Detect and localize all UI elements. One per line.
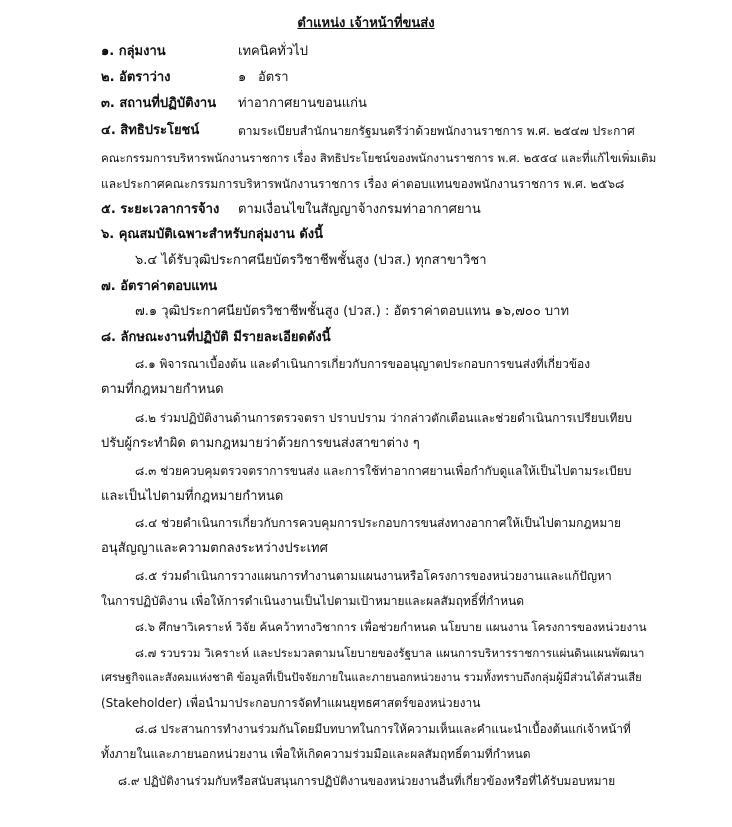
section-6-item: ๖.๔ ได้รับวุฒิประกาศนียบัตรวิชาชีพชั้นสูง (ปวส.) ทุกสาขาวิชา (135, 253, 487, 268)
section-6-label: ๖. คุณสมบัติเฉพาะสำหรับกลุ่มงาน ดังนี้ (101, 227, 324, 242)
item-8-2-line-1: ๘.๒ ร่วมปฏิบัติงานด้านการตรวจตรา ปราบปราม ว่ากล่าวตักเตือนและช่วยดำเนินการเปรียบเทียบ (135, 411, 633, 425)
item-8-2-line-2: ปรับผู้กระทำผิด ตามกฎหมายว่าด้วยการขนส่งสาขาต่าง ๆ (101, 436, 420, 451)
item-8-8-line-1: ๘.๘ ประสานการทำงานร่วมกันโดยมีบทบาทในการให้ความเห็นและคำแนะนำเบื้องต้นแก่เจ้าหน้าที่ (135, 722, 631, 736)
section-2-unit: อัตรา (258, 70, 289, 85)
section-2-number: ๑ (238, 70, 247, 85)
section-4-label: ๔. สิทธิประโยชน์ (101, 123, 200, 138)
item-8-4-line-2: อนุสัญญาและความตกลงระหว่างประเทศ (101, 541, 328, 556)
section-7-item: ๗.๑ วุฒิประกาศนียบัตรวิชาชีพชั้นสูง (ปวส.) : อัตราค่าตอบแทน ๑๖,๗๐๐ บาท (135, 304, 570, 319)
section-1-label: ๑. กลุ่มงาน (101, 44, 166, 59)
section-7-label: ๗. อัตราค่าตอบแทน (101, 279, 218, 294)
item-8-3-line-2: และเป็นไปตามที่กฎหมายกำหนด (101, 489, 284, 504)
item-8-3-line-1: ๘.๓ ช่วยควบคุมตรวจตราการขนส่ง และการใช้ท่าอากาศยานเพื่อกำกับดูแลให้เป็นไปตามระเบียบ (135, 464, 632, 478)
section-4-line-1: ตามระเบียบสำนักนายกรัฐมนตรีว่าด้วยพนักงานราชการ พ.ศ. ๒๕๔๗ ประกาศ (238, 124, 635, 138)
section-2-label: ๒. อัตราว่าง (101, 70, 171, 85)
section-3-value: ท่าอากาศยานขอนแก่น (238, 96, 367, 111)
section-4-line-2: คณะกรรมการบริหารพนักงานราชการ เรื่อง สิทธิประโยชน์ของพนักงานราชการ พ.ศ. ๒๕๕๔ และที่แก้ไขเพิ่มเติม (101, 151, 657, 165)
item-8-7-line-2: เศรษฐกิจและสังคมแห่งชาติ ข้อมูลที่เป็นปัจจัยภายในและภายนอกหน่วยงาน รวมทั้งทราบถึงกลุ่มผู้มีส่วนได้ส่วนเสีย (101, 671, 642, 684)
item-8-7-line-1: ๘.๗ รวบรวม วิเคราะห์ และประมวลตามนโยบายของรัฐบาล แผนการบริหารราชการแผ่นดินแผนพัฒนา (135, 646, 645, 660)
item-8-5-line-2: ในการปฏิบัติงาน เพื่อให้การดำเนินงานเป็นไปตามเป้าหมายและผลสัมฤทธิ์ที่กำหนด (101, 594, 525, 608)
section-3-label: ๓. สถานที่ปฏิบัติงาน (101, 96, 217, 111)
item-8-8-line-2: ทั้งภายในและภายนอกหน่วยงาน เพื่อให้เกิดความร่วมมือและผลสัมฤทธิ์ตามที่กำหนด (101, 747, 531, 761)
item-8-5-line-1: ๘.๕ ร่วมดำเนินการวางแผนการทำงานตามแผนงานหรือโครงการของหน่วยงานและแก้ปัญหา (135, 569, 612, 583)
section-5-value: ตามเงื่อนไขในสัญญาจ้างกรมท่าอากาศยาน (238, 202, 481, 217)
section-8-label: ๘. ลักษณะงานที่ปฏิบัติ มีรายละเอียดดังนี้ (101, 330, 331, 345)
item-8-1-line-2: ตามที่กฎหมายกำหนด (101, 382, 224, 397)
item-8-1-line-1: ๘.๑ พิจารณาเบื้องต้น และดำเนินการเกี่ยวกับการขออนุญาตประกอบการขนส่งที่เกี่ยวข้อง (135, 357, 591, 371)
item-8-7-line-3: (Stakeholder) เพื่อนำมาประกอบการจัดทำแผนยุทธศาสตร์ของหน่วยงาน (101, 696, 481, 710)
section-5-label: ๕. ระยะเวลาการจ้าง (101, 202, 220, 217)
section-4-line-3: และประกาศคณะกรรมการบริหารพนักงานราชการ เรื่อง ค่าตอบแทนของพนักงานราชการ พ.ศ. ๒๕๖๘ (101, 177, 625, 191)
item-8-4-line-1: ๘.๔ ช่วยดำเนินการเกี่ยวกับการควบคุมการประกอบการขนส่งทางอากาศให้เป็นไปตามกฎหมาย (135, 516, 622, 530)
item-8-9: ๘.๙ ปฏิบัติงานร่วมกับหรือสนับสนุนการปฏิบัติงานของหน่วยงานอื่นที่เกี่ยวข้องหรือที่ได้รับมอบหมาย (118, 774, 616, 788)
item-8-6: ๘.๖ ศึกษาวิเคราะห์ วิจัย ค้นคว้าทางวิชาการ เพื่อช่วยกำหนด นโยบาย แผนงาน โครงการของหน่วยงาน (135, 620, 647, 634)
document-title: ตำแหน่ง เจ้าหน้าที่ขนส่ง (297, 16, 435, 31)
section-1-value: เทคนิคทั่วไป (238, 44, 308, 59)
